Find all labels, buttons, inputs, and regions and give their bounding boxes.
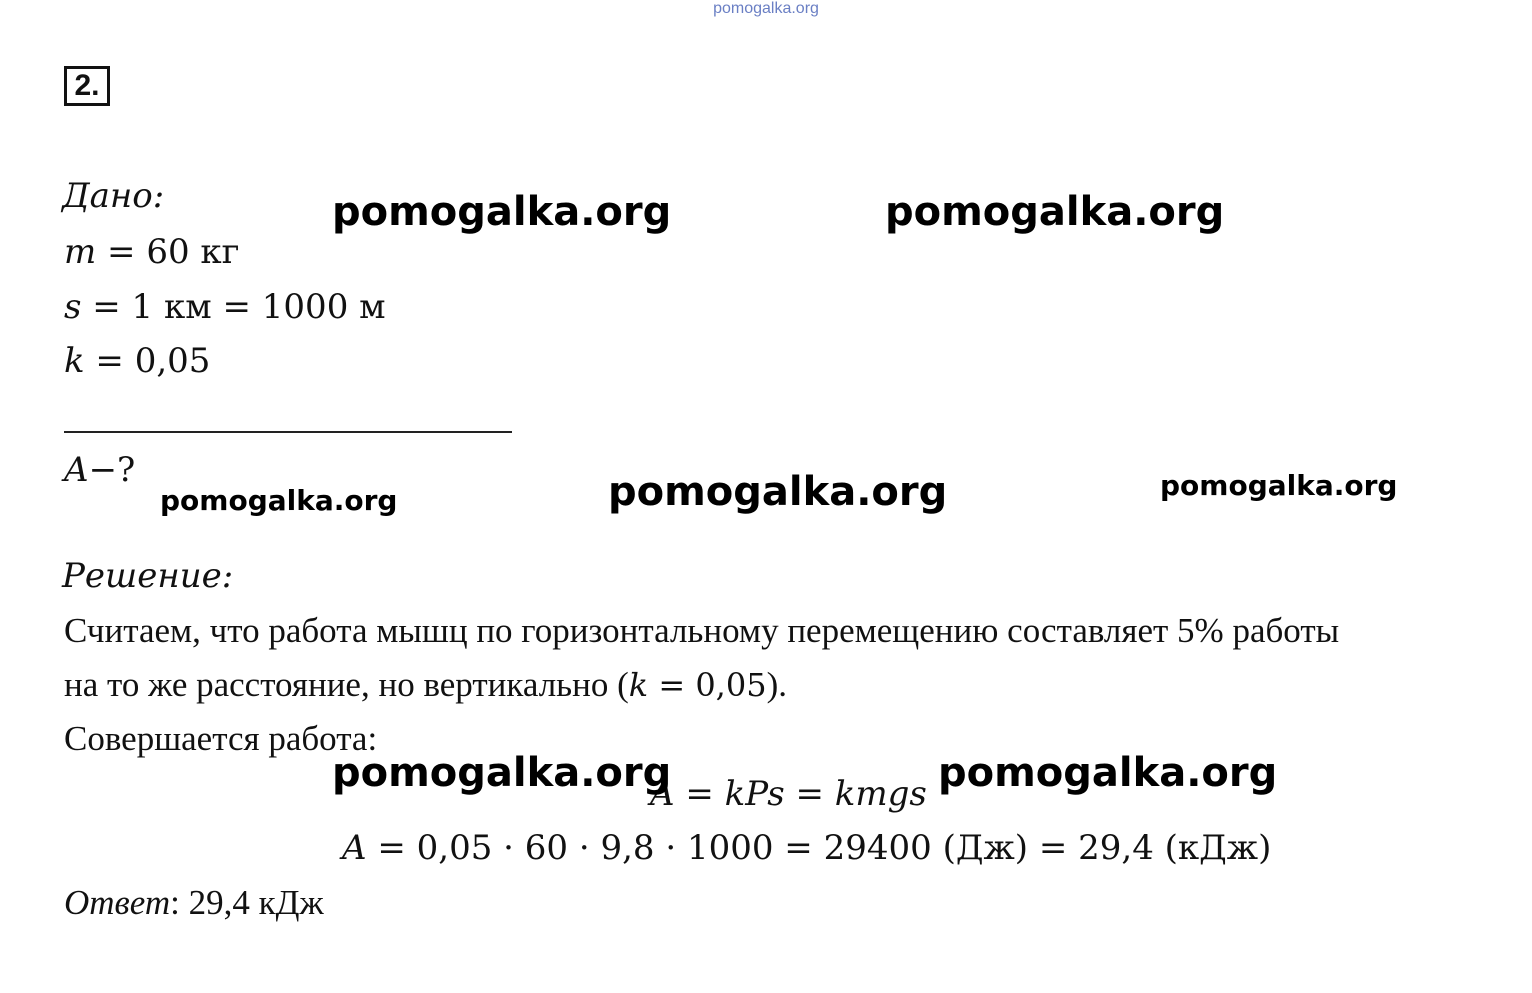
solution-line2-end: ).: [766, 665, 787, 704]
task-number: 2.: [64, 66, 110, 106]
formula-calc-value: = 0,05 · 60 · 9,8 · 1000 = 29400 (Дж) = 29,4 (кДж): [366, 828, 1272, 868]
answer-label: Ответ: [64, 883, 171, 922]
given-mass-value: = 60 кг: [96, 232, 240, 272]
given-coefficient-var: k: [64, 341, 85, 381]
answer-value: : 29,4 кДж: [170, 883, 324, 922]
work-intro: Совершается работа:: [64, 719, 378, 758]
given-coefficient-value: = 0,05: [84, 341, 211, 381]
watermark: pomogalka.org: [332, 189, 672, 235]
watermark: pomogalka.org: [160, 484, 398, 517]
given-mass: [64, 232, 240, 272]
watermark: pomogalka.org: [1160, 469, 1398, 502]
solution-line2-math: [629, 666, 767, 704]
watermark: pomogalka.org: [938, 750, 1278, 796]
watermark: pomogalka.org: [885, 189, 1225, 235]
site-link[interactable]: pomogalka.org: [713, 0, 819, 17]
solution-paragraph-line1: Считаем, что работа мышц по горизонтальному перемещению составляет 5% работы: [64, 611, 1340, 650]
solution-line2-value: = 0,05: [648, 666, 767, 704]
watermark: pomogalka.org: [332, 750, 672, 796]
question-line: [64, 450, 135, 490]
watermark: pomogalka.org: [608, 469, 948, 515]
given-distance-var: s: [64, 287, 82, 327]
solution-paragraph-line2: [64, 665, 787, 705]
given-distance-value: = 1 км = 1000 м: [81, 287, 386, 327]
solution-title: Решение:: [62, 556, 234, 596]
question-var: A: [64, 450, 89, 490]
given-title: Дано:: [62, 176, 165, 216]
given-distance: [64, 287, 386, 327]
given-divider: [64, 431, 512, 433]
question-mark: −?: [88, 450, 136, 490]
given-coefficient: [64, 341, 210, 381]
solution-line2-text: на то же расстояние, но вертикально (: [64, 665, 629, 704]
given-mass-var: m: [64, 232, 97, 272]
formula-work-calculation: [342, 828, 1271, 868]
formula-calc-var: A: [342, 828, 367, 868]
answer-line: [64, 883, 324, 923]
solution-line2-var: k: [628, 666, 649, 704]
formula-work-definition: A = kPs = kmgs: [650, 774, 927, 814]
